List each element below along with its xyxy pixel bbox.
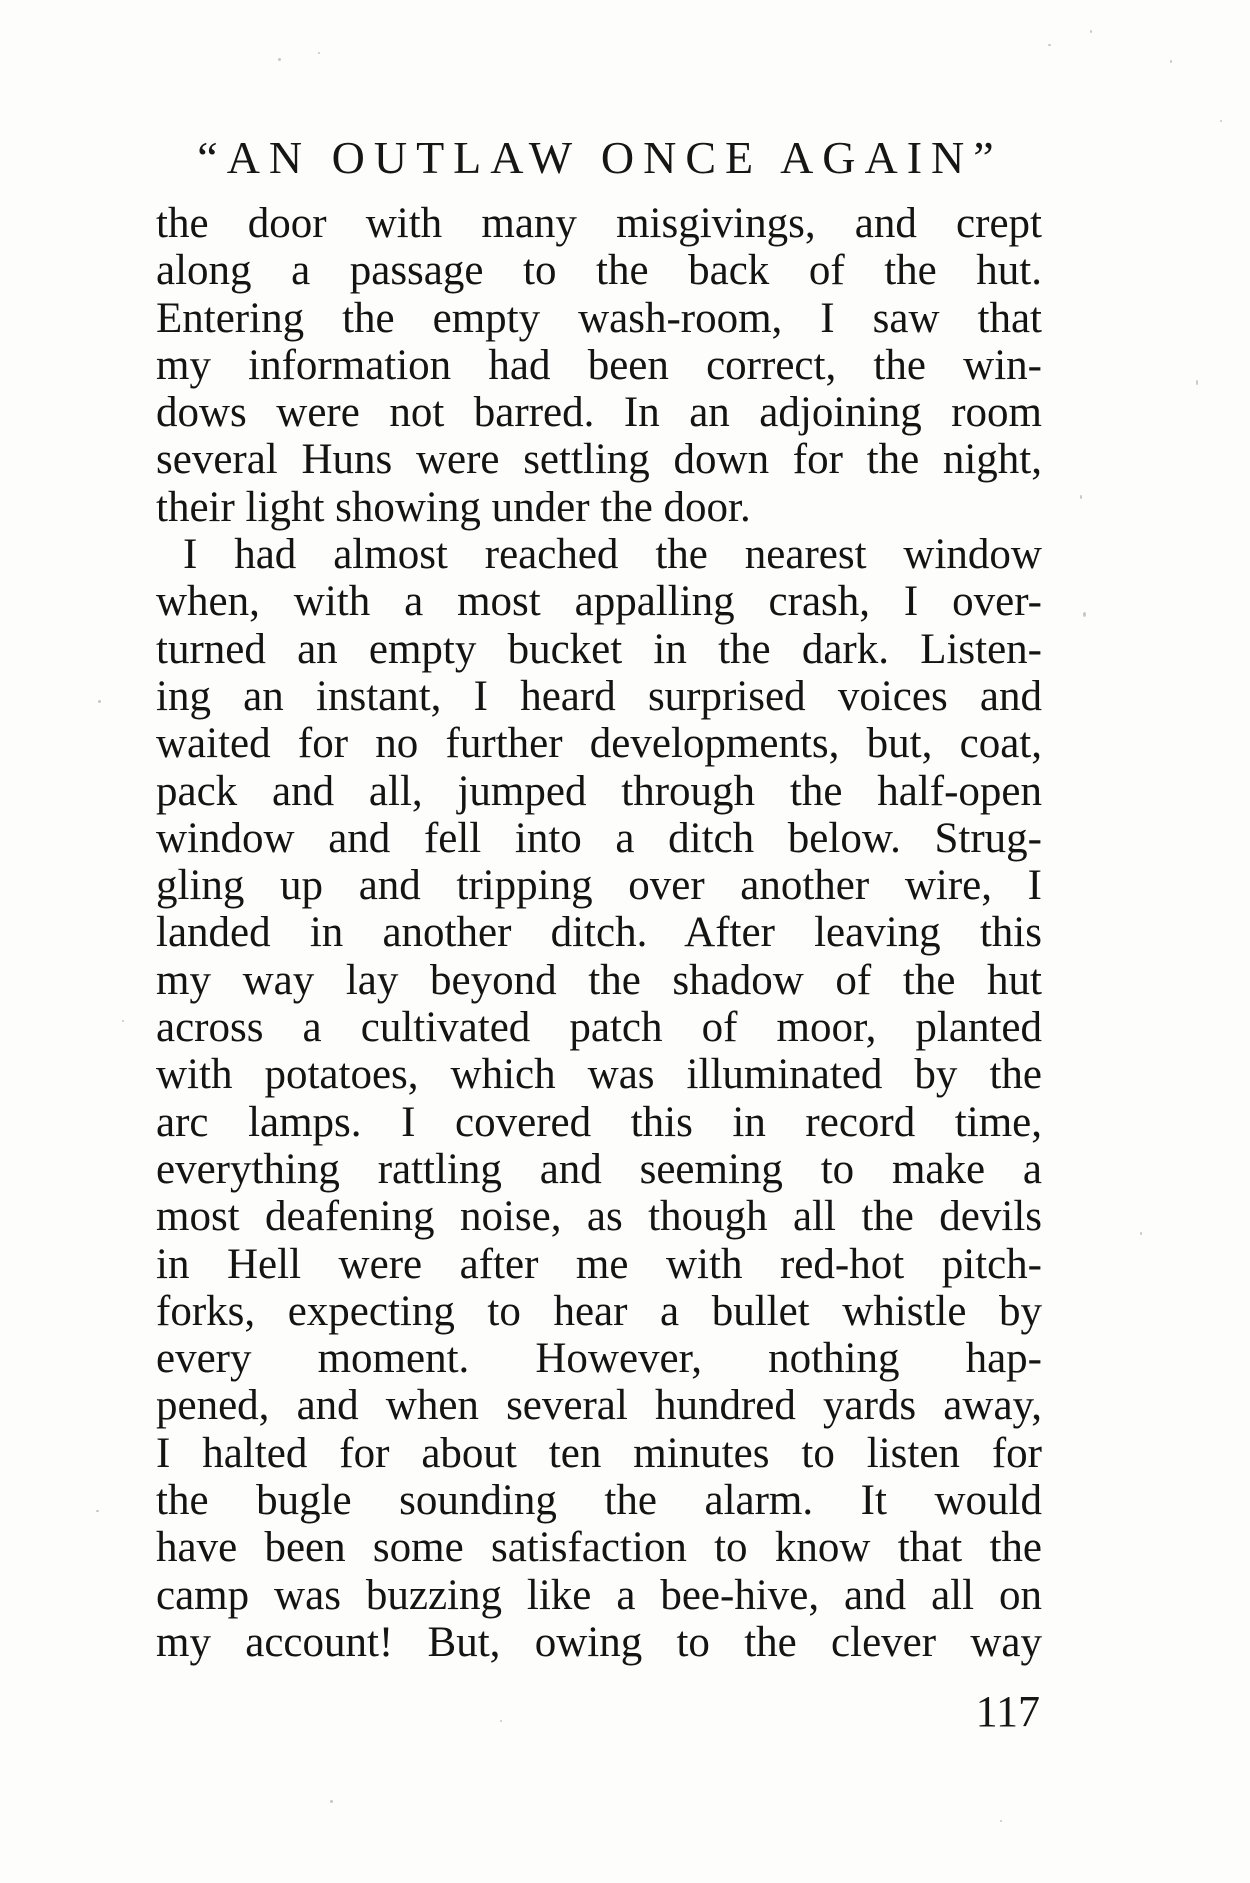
text-line: forks, expecting to hear a bullet whistle by [156, 1287, 1042, 1335]
scan-speck [1080, 495, 1082, 499]
text-line: several Huns were settling down for the night, [156, 436, 1042, 484]
text-line: pened, and when several hundred yards away, [156, 1382, 1042, 1430]
scan-speck [500, 1720, 502, 1722]
scan-speck [122, 1020, 124, 1022]
text-line: in Hell were after me with red-hot pitch- [156, 1240, 1042, 1288]
text-line: the bugle sounding the alarm. It would [156, 1477, 1042, 1525]
running-head: “AN OUTLAW ONCE AGAIN” [197, 132, 1003, 183]
scan-speck [1140, 1232, 1142, 1235]
scan-speck [318, 52, 320, 54]
text-line: dows were not barred. In an adjoining room [156, 389, 1042, 437]
scan-speck [1196, 380, 1198, 385]
text-line: have been some satisfaction to know that the [156, 1524, 1042, 1572]
body-text [156, 200, 1042, 1666]
text-line: along a passage to the back of the hut. [156, 247, 1042, 295]
text-line: across a cultivated patch of moor, planted [156, 1004, 1042, 1052]
text-line: Entering the empty wash-room, I saw that [156, 294, 1042, 342]
scan-speck [96, 1510, 99, 1512]
text-line: pack and all, jumped through the half-open [156, 767, 1042, 815]
scan-speck [1083, 612, 1086, 617]
text-line: their light showing under the door. [156, 483, 751, 531]
text-line: most deafening noise, as though all the devils [156, 1193, 1042, 1241]
text-line: waited for no further developments, but, coat, [156, 720, 1042, 768]
text-line: when, with a most appalling crash, I over- [156, 578, 1042, 626]
scan-speck [330, 1800, 333, 1803]
scan-speck [1170, 60, 1172, 63]
text-line: I had almost reached the nearest window [183, 531, 1042, 579]
text-line: I halted for about ten minutes to listen for [156, 1429, 1042, 1477]
text-line: my information had been correct, the win- [156, 341, 1042, 389]
text-line: everything rattling and seeming to make a [156, 1145, 1042, 1193]
text-line: arc lamps. I covered this in record time, [156, 1098, 1042, 1146]
text-line: ing an instant, I heard surprised voices and [156, 672, 1042, 720]
scan-speck [1000, 1820, 1002, 1822]
scan-speck [278, 58, 281, 61]
scan-speck [1048, 44, 1051, 46]
text-line: my way lay beyond the shadow of the hut [156, 956, 1042, 1004]
text-line: landed in another ditch. After leaving this [156, 909, 1042, 957]
text-line: every moment. However, nothing hap- [156, 1335, 1042, 1383]
scan-speck [1220, 120, 1222, 122]
scan-speck [1090, 30, 1092, 33]
text-line: camp was buzzing like a bee-hive, and all on [156, 1571, 1042, 1619]
page-number: 117 [975, 1687, 1040, 1736]
text-line: with potatoes, which was illuminated by the [156, 1051, 1042, 1099]
text-line: my account! But, owing to the clever way [156, 1618, 1042, 1666]
text-line: window and fell into a ditch below. Strug- [156, 814, 1042, 862]
text-line: gling up and tripping over another wire, I [156, 862, 1042, 910]
scan-speck [98, 700, 101, 703]
text-line: turned an empty bucket in the dark. Listen- [156, 625, 1042, 673]
text-line: the door with many misgivings, and crept [156, 200, 1042, 247]
